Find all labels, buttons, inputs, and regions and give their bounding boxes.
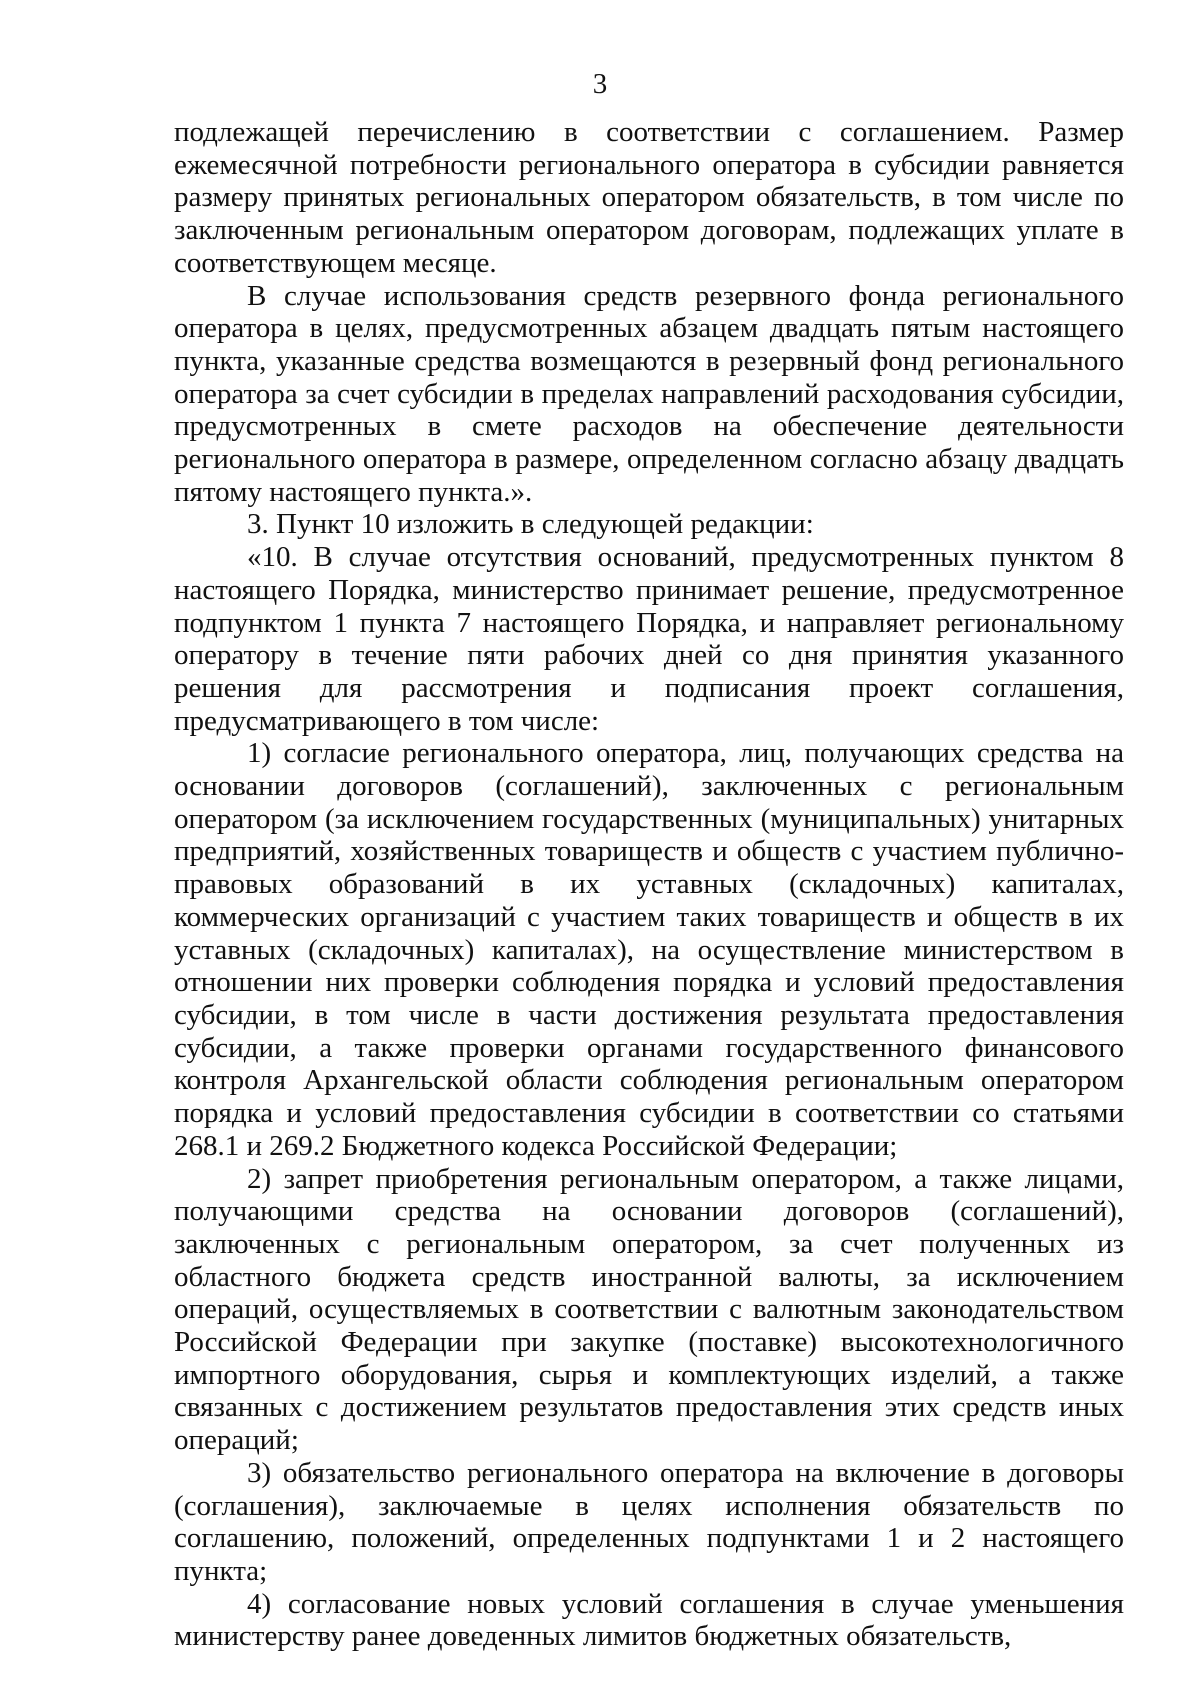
paragraph: 3) обязательство регионального оператора на включение в договоры (соглашения), заключаемые в целях исполнения обязательств по соглашению, положений, определенных подпунктами 1 и 2 настоящего пункта; — [174, 1456, 1124, 1587]
paragraph: 1) согласие регионального оператора, лиц, получающих средства на основании договоров (соглашений), заключенных с региональным оператором (за исключением государственных (муниципальных) унитарных предприятий, хозяйственных товариществ и обществ с участием публично-правовых образований в их уставных (складочных) капиталах, коммерческих организаций с участием таких товариществ и обществ в их уставных (складочных) капиталах), на осуществление министерством в отношении них проверки соблюдения порядка и условий предоставления субсидии, в том числе в части достижения результата предоставления субсидии, а также проверки органами государственного финансового контроля Архангельской области соблюдения региональным оператором порядка и условий предоставления субсидии в соответствии со статьями 268.1 и 269.2 Бюджетного кодекса Российской Федерации; — [174, 737, 1124, 1162]
paragraph: 4) согласование новых условий соглашения в случае уменьшения министерству ранее доведенных лимитов бюджетных обязательств, — [174, 1587, 1124, 1653]
paragraph: 3. Пункт 10 изложить в следующей редакции: — [247, 508, 814, 541]
paragraph: «10. В случае отсутствия оснований, предусмотренных пунктом 8 настоящего Порядка, министерство принимает решение, предусмотренное подпунктом 1 пункта 7 настоящего Порядка, и направляет региональному оператору в течение пяти рабочих дней со дня принятия указанного решения для рассмотрения и подписания проект соглашения, предусматривающего в том числе: — [174, 541, 1124, 737]
page-number: 3 — [592, 68, 608, 100]
paragraph: подлежащей перечислению в соответствии с соглашением. Размер ежемесячной потребности регионального оператора в субсидии равняется размеру принятых региональных оператором обязательств, в том числе по заключенным региональным оператором договорам, подлежащих уплате в соответствующем месяце. — [174, 116, 1124, 279]
paragraph: 2) запрет приобретения региональным оператором, а также лицами, получающими средства на основании договоров (соглашений), заключенных с региональным оператором, за счет полученных из областного бюджета средств иностранной валюты, за исключением операций, осуществляемых в соответствии с валютным законодательством Российской Федерации при закупке (поставке) высокотехнологичного импортного оборудования, сырья и комплектующих изделий, а также связанных с достижением результатов предоставления этих средств иных операций; — [174, 1162, 1124, 1457]
document-body — [174, 116, 1124, 1653]
paragraph: В случае использования средств резервного фонда регионального оператора в целях, предусмотренных абзацем двадцать пятым настоящего пункта, указанные средства возмещаются в резервный фонд регионального оператора за счет субсидии в пределах направлений расходования субсидии, предусмотренных в смете расходов на обеспечение деятельности регионального оператора в размере, определенном согласно абзацу двадцать пятому настоящего пункта.». — [174, 279, 1124, 508]
